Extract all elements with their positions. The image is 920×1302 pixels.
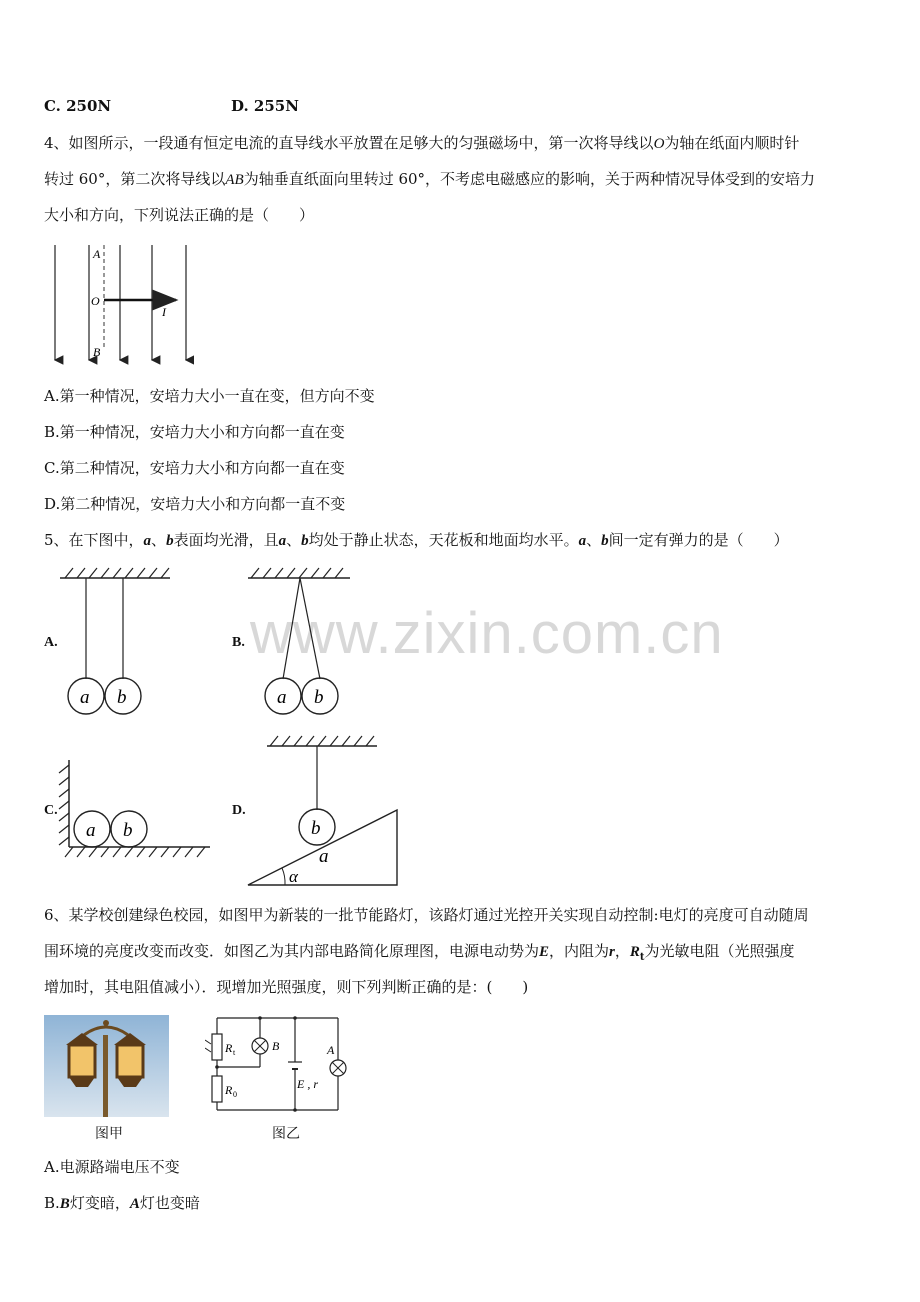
ball-a: a	[80, 687, 90, 708]
q5-label-d: D.	[232, 803, 246, 818]
q6-line3: 增加时，其电阻值减小）．现增加光照强度，则下列判断正确的是：( )	[44, 978, 529, 996]
street-lamp-photo	[44, 1015, 169, 1117]
q4-option-d: D.第二种情况，安培力大小和方向都一直不变	[44, 495, 346, 513]
q4-line2: 转过 60°，第二次将导线以AB为轴垂直纸面向里转过 60°，不考虑电磁感应的影响，关于两种情况导体受到的安培力	[44, 170, 816, 188]
ball-b: b	[311, 818, 321, 839]
q6-line1: 6、某学校创建绿色校园，如图甲为新装的一批节能路灯，该路灯通过光控开关实现自动控制:电灯的亮度可自动随周	[44, 906, 809, 924]
label-R0-sub: 0	[233, 1090, 237, 1099]
q4-magnetic-field-figure	[44, 240, 194, 370]
ball-b: b	[123, 820, 133, 841]
angle-alpha: α	[289, 867, 298, 886]
q4-option-a: A.第一种情况，安培力大小一直在变，但方向不变	[44, 387, 375, 405]
ball-b: b	[117, 687, 127, 708]
q5-line1: 5、在下图中，a、b表面均光滑，且a、b均处于静止状态，天花板和地面均水平。a、b间一定有弹力的是（ ）	[44, 531, 789, 549]
option-c-prev: C. 250N	[44, 97, 112, 115]
caption-jia: 图甲	[95, 1126, 123, 1142]
label-Rt-sub: t	[233, 1048, 236, 1057]
label-O: O	[91, 294, 100, 308]
ball-a: a	[86, 820, 96, 841]
label-B: B	[93, 345, 101, 359]
circuit-diagram	[205, 1012, 355, 1117]
q6-line2: 围环境的亮度改变而改变．如图乙为其内部电路简化原理图，电源电动势为E，内阻为r，$R_t$为光敏电阻（光照强度	[44, 942, 795, 963]
option-d-prev: D. 255N	[231, 97, 299, 115]
label-A: A	[93, 247, 101, 261]
q4-line3: 大小和方向，下列说法正确的是（ ）	[44, 206, 315, 224]
q5-figure-d	[245, 730, 405, 890]
q5-figure-b	[245, 565, 355, 720]
label-Rt: R	[225, 1041, 233, 1055]
q5-label-a: A.	[44, 635, 58, 650]
label-lamp-B: B	[272, 1039, 280, 1053]
ball-b: b	[314, 687, 324, 708]
label-R0: R	[225, 1083, 233, 1097]
q4-option-b: B.第一种情况，安培力大小和方向都一直在变	[44, 423, 345, 441]
watermark: www.zixin.com.cn	[250, 601, 724, 666]
ball-a: a	[277, 687, 287, 708]
label-I: I	[162, 305, 166, 319]
q5-label-c: C.	[44, 803, 58, 818]
q5-label-b: B.	[232, 635, 245, 650]
caption-yi: 图乙	[272, 1126, 300, 1142]
q4-option-c: C.第二种情况，安培力大小和方向都一直在变	[44, 459, 345, 477]
q6-option-b: B.B灯变暗，A灯也变暗	[44, 1194, 200, 1212]
q5-figure-c	[55, 755, 215, 865]
wedge-a: a	[319, 846, 329, 867]
label-lamp-A: A	[327, 1043, 335, 1057]
label-Er: E , r	[297, 1077, 318, 1091]
q5-figure-a	[60, 565, 175, 720]
q4-line1: 4、如图所示，一段通有恒定电流的直导线水平放置在足够大的匀强磁场中，第一次将导线以O为轴在纸面内顺时针	[44, 134, 800, 152]
q6-option-a: A.电源路端电压不变	[44, 1158, 180, 1176]
